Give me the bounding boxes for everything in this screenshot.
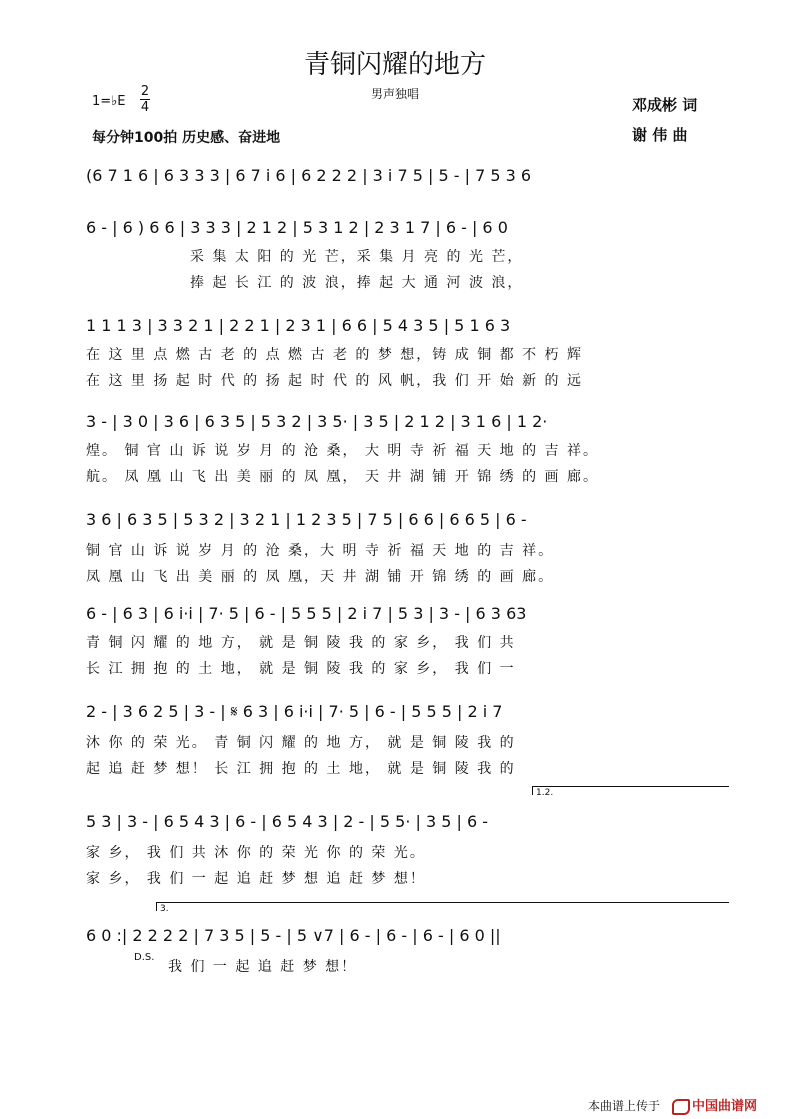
system-2-lyric-2: 捧 起 长 江 的 波 浪，捧 起 大 通 河 波 浪， [190, 275, 524, 291]
volta-bracket-3 [156, 902, 729, 911]
system-4-lyric-2: 航。 凤 凰 山 飞 出 美 丽 的 凤 凰， 天 井 湖 铺 开 锦 绣 的 画 廊。 [86, 469, 600, 485]
system-3-lyric-1: 在 这 里 点 燃 古 老 的 点 燃 古 老 的 梦 想，铸 成 铜 都 不 朽 辉 [86, 347, 584, 363]
system-1-notes: (6 7 1 6 | 6 3 3 3 | 6 7 i 6 | 6 2 2 2 | 3 i 7 5 | 5 - | 7 5 3 6 [86, 166, 532, 185]
volta-label-1: 1.2. [536, 788, 554, 798]
system-7-lyric-1: 沐 你 的 荣 光。 青 铜 闪 耀 的 地 方， 就 是 铜 陵 我 的 [86, 735, 516, 751]
system-2-notes: 6 - | 6 ) 6 6 | 3 3 3 | 2 1 2 | 5 3 1 2 | 2 3 1 7 | 6 - | 6 0 [86, 218, 508, 237]
system-2-lyric-1: 采 集 太 阳 的 光 芒，采 集 月 亮 的 光 芒， [190, 249, 524, 265]
system-9-lyric-1: 我 们 一 起 追 赶 梦 想！ [168, 959, 358, 975]
system-7-notes: 2 - | 3 6 2 5 | 3 - | 𝄋 6 3 | 6 i·i | 7· 5 | 6 - | 5 5 5 | 2 i 7 [86, 702, 503, 721]
system-6-lyric-1: 青 铜 闪 耀 的 地 方， 就 是 铜 陵 我 的 家 乡， 我 们 共 [86, 635, 516, 651]
time-sig-top: 2 [140, 84, 150, 99]
system-7-lyric-2: 起 追 赶 梦 想！ 长 江 拥 抱 的 土 地， 就 是 铜 陵 我 的 [86, 761, 516, 777]
volta-label-3: 3. [160, 904, 169, 914]
system-6-notes: 6 - | 6 3 | 6 i·i | 7· 5 | 6 - | 5 5 5 | 2 i 7 | 5 3 | 3 - | 6 3 63 [86, 604, 527, 623]
system-3-lyric-2: 在 这 里 扬 起 时 代 的 扬 起 时 代 的 风 帆，我 们 开 始 新 的 远 [86, 373, 584, 389]
lyricist-credit: 邓成彬 词 [632, 96, 698, 114]
song-subtitle: 男声独唱 [370, 87, 419, 101]
dal-segno-mark: D.S. [134, 952, 155, 963]
volta-bracket-1 [532, 786, 729, 795]
system-8-notes: 5 3 | 3 - | 6 5 4 3 | 6 - | 6 5 4 3 | 2 - | 5 5· | 3 5 | 6 - [86, 812, 489, 831]
system-5-lyric-1: 铜 官 山 诉 说 岁 月 的 沧 桑，大 明 寺 祈 福 天 地 的 吉 祥。 [86, 543, 555, 559]
key-signature [92, 94, 126, 109]
system-8-lyric-2: 家 乡， 我 们 一 起 追 赶 梦 想 追 赶 梦 想！ [86, 871, 426, 887]
system-3-notes: 1 1 1 3 | 3 3 2 1 | 2 2 1 | 2 3 1 | 6 6 | 5 4 3 5 | 5 1 6 3 [86, 316, 511, 335]
song-title: 青铜闪耀的地方 [303, 50, 486, 80]
site-logo[interactable] [672, 1095, 757, 1115]
site-name: 中国曲谱网 [692, 1099, 758, 1114]
system-8-lyric-1: 家 乡， 我 们 共 沐 你 的 荣 光 你 的 荣 光。 [86, 845, 426, 861]
system-9-notes: 6 0 :| 2 2 2 2 | 7 3 5 | 5 - | 5 ∨7 | 6 - | 6 - | 6 - | 6 0 || [86, 926, 501, 945]
key-label: 1=♭E [92, 94, 126, 109]
footer-upload-text: 本曲谱上传于 [588, 1099, 661, 1113]
system-4-notes: 3 - | 3 0 | 3 6 | 6 3 5 | 5 3 2 | 3 5· | 3 5 | 2 1 2 | 3 1 6 | 1 2· [86, 412, 548, 431]
system-6-lyric-2: 长 江 拥 抱 的 土 地， 就 是 铜 陵 我 的 家 乡， 我 们 一 [86, 661, 516, 677]
site-logo-icon [672, 1099, 690, 1115]
tempo-marking: 每分钟100拍 历史感、奋进地 [92, 130, 281, 146]
time-sig-bottom: 4 [140, 100, 150, 115]
system-5-lyric-2: 凤 凰 山 飞 出 美 丽 的 凤 凰，天 井 湖 铺 开 锦 绣 的 画 廊。 [86, 569, 555, 585]
system-5-notes: 3 6 | 6 3 5 | 5 3 2 | 3 2 1 | 1 2 3 5 | 7 5 | 6 6 | 6 6 5 | 6 - [86, 510, 527, 529]
system-4-lyric-1: 煌。 铜 官 山 诉 说 岁 月 的 沧 桑， 大 明 寺 祈 福 天 地 的 吉 祥。 [86, 443, 600, 459]
composer-credit: 谢 伟 曲 [632, 126, 688, 144]
time-signature [140, 84, 150, 115]
